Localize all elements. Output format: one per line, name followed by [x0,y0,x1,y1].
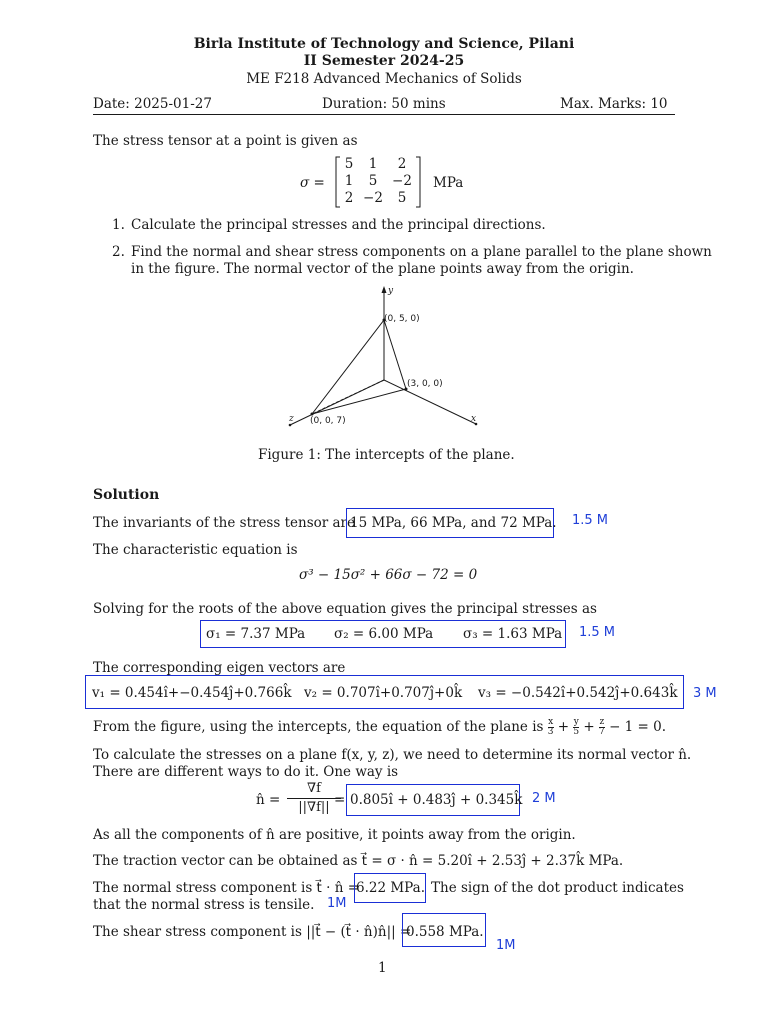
normal-intro-1: To calculate the stresses on a plane f(x, y, z), we need to determine its normal vector n̂. [93,747,692,763]
principal-marks: 1.5 M [579,625,616,640]
item-2-text-line2: in the figure. The normal vector of the plane points away from the origin. [131,261,634,277]
char-equation: σ³ − 15σ² + 66σ − 72 = 0 [299,567,478,583]
matrix-cell: 5 [368,173,378,189]
course-title: ME F218 Advanced Mechanics of Solids [246,71,522,87]
axis-label-y: y [388,286,394,296]
solution-heading: Solution [93,487,160,503]
shear-marks: 1M [496,938,516,953]
page-number: 1 [378,960,387,976]
matrix-cell: 2 [397,156,407,172]
stress-matrix [334,156,422,208]
plane-eq-suffix: − 1 = 0. [609,719,667,735]
semester: II Semester 2024-25 [303,53,465,69]
y-arrow-icon [382,286,387,293]
frac-den: 3 [547,727,554,737]
matrix-cell: 2 [344,190,354,206]
roots-intro: Solving for the roots of the above equation gives the principal stresses as [93,601,597,617]
exam-duration: Duration: 50 mins [322,96,446,112]
max-marks: Max. Marks: 10 [560,96,668,112]
nhat-lhs: n̂ = [256,792,281,808]
invariants-value: 15 MPa, 66 MPa, and 72 MPa. [350,515,557,531]
sigma1-value: σ₁ = 7.37 MPa [206,626,306,642]
matrix-cell: 5 [344,156,354,172]
matrix-cell: 1 [368,156,378,172]
shear-stress-value: 0.558 MPa. [406,924,484,940]
matrix-cell: 5 [397,190,407,206]
z-axis-end [289,424,292,427]
sigma2-value: σ₂ = 6.00 MPa [334,626,434,642]
plane-equation-line: From the figure, using the intercepts, the equation of the plane is $\frac{x}{3}$ + $\frac{y}{5}$ + $\frac{z}{7}$ − 1 = 0. [93,717,667,737]
sigma-equals: σ = [300,175,325,191]
nhat-equals: = [334,792,346,808]
item-2-text: Find the normal and shear stress components on a plane parallel to the plane shown [131,244,712,260]
plane-figure [270,282,510,432]
frac-den: 5 [573,727,580,737]
sigma-label [300,174,325,192]
grad-numerator: ∇f [287,780,341,799]
figure-caption: Figure 1: The intercepts of the plane. [258,447,515,463]
eigen-v1: v₁ = 0.454î+−0.454ĵ+0.766k̂ [92,685,292,701]
invariants-marks: 1.5 M [572,513,609,528]
header-rule [93,114,675,115]
item-2-num: 2. [112,244,125,260]
traction-text: The traction vector can be obtained as t⃗ = σ · n̂ = 5.20î + 2.53ĵ + 2.37k̂ MPa. [93,853,624,869]
gradient-fraction [287,780,341,817]
axis-label-z: z [289,414,294,424]
question-intro: The stress tensor at a point is given as [93,133,358,149]
normal-stress-value: 6.22 MPa. [356,880,425,896]
eigen-intro: The corresponding eigen vectors are [93,660,346,676]
frac-y-5 [573,718,579,737]
normal-stress-prefix: The normal stress component is t⃗ · n̂ = [93,880,360,896]
exam-date: Date: 2025-01-27 [93,96,212,112]
matrix-cell: 1 [344,173,354,189]
edge-y-x [384,320,406,389]
edge-x-z [312,389,406,414]
positive-components-text: As all the components of n̂ are positive, it points away from the origin. [93,827,576,843]
plane-eq-prefix: From the figure, using the intercepts, the equation of the plane is [93,719,544,735]
normal-stress-suffix: The sign of the dot product indicates [431,880,684,896]
char-eq-intro: The characteristic equation is [93,542,298,558]
matrix-cells [338,156,418,207]
edge-y-z [312,320,384,414]
axis-label-x: x [471,414,477,424]
institute-name: Birla Institute of Technology and Science, Pilani [193,36,575,52]
eigen-v3: v₃ = −0.542î+0.542ĵ+0.643k̂ [478,685,678,701]
invariants-text: The invariants of the stress tensor are [93,515,355,531]
normal-stress-line2: that the normal stress is tensile. [93,897,315,913]
frac-num: y [573,717,579,727]
eigen-marks: 3 M [693,686,717,701]
shear-stress-prefix: The shear stress component is ||t⃗ − (t⃗ · n̂)n̂|| = [93,924,412,940]
frac-x-3 [548,718,554,737]
frac-den: 7 [599,727,605,737]
intercept-z-label: (0, 0, 7) [310,416,346,426]
matrix-unit: MPa [433,175,464,191]
eigen-v2: v₂ = 0.707î+0.707ĵ+0k̂ [304,685,463,701]
nhat-marks: 2 M [532,791,556,806]
intercept-x-label: (3, 0, 0) [407,379,443,389]
matrix-cell: −2 [363,190,383,206]
frac-z-7 [599,718,605,737]
matrix-cell: −2 [392,173,412,189]
frac-num: x [548,717,554,727]
nhat-value: 0.805î + 0.483ĵ + 0.345k̂ [350,792,523,808]
grad-denominator: ||∇f|| [298,800,330,815]
normal-marks: 1M [327,896,347,911]
gradient-frac [287,780,341,817]
intercept-y-label: (0, 5, 0) [384,314,420,324]
sigma3-value: σ₃ = 1.63 MPa [463,626,563,642]
item-1-text: Calculate the principal stresses and the principal directions. [131,217,546,233]
item-1-num: 1. [112,217,125,233]
frac-num: z [599,717,605,727]
normal-intro-2: There are different ways to do it. One way is [93,764,399,780]
